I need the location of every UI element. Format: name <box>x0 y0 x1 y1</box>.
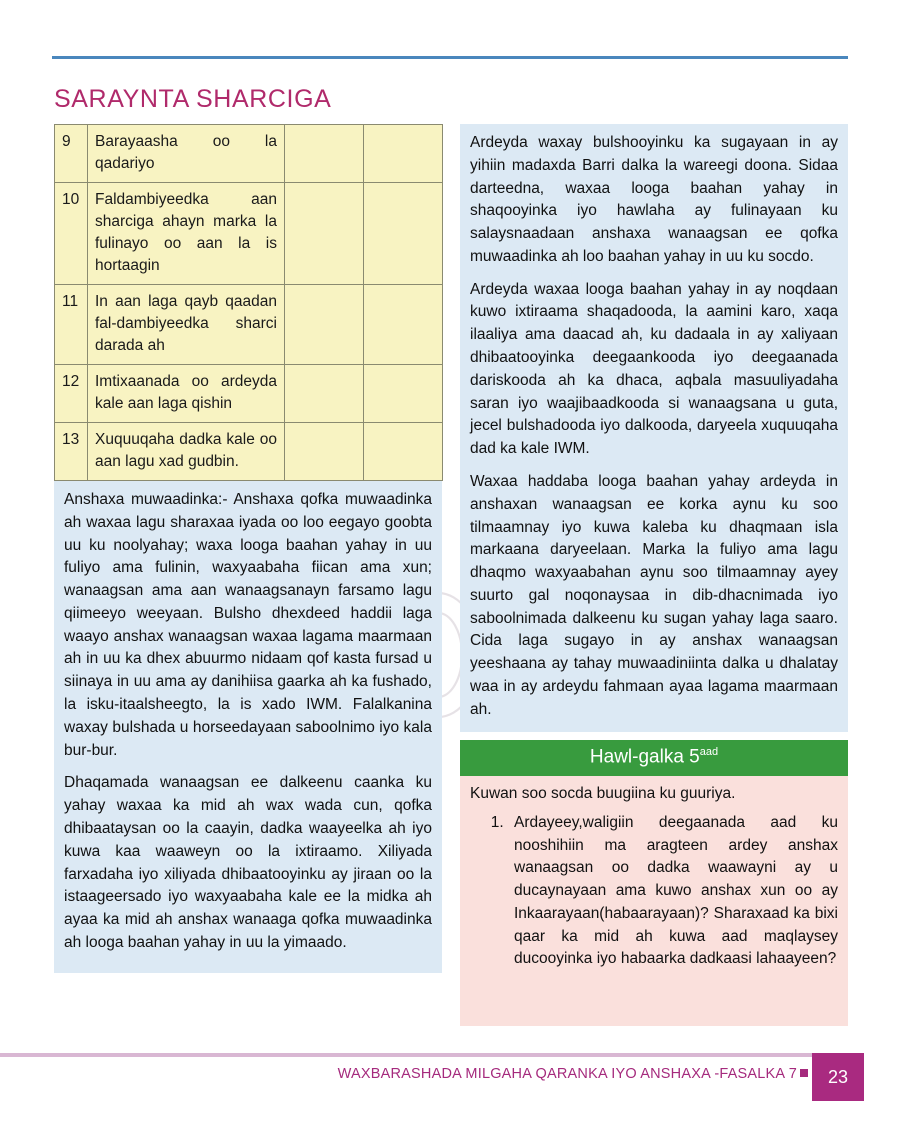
page-number-badge: 23 <box>812 1053 864 1101</box>
table-cell-blank-1[interactable] <box>285 285 364 365</box>
table-row <box>55 365 443 423</box>
table-row <box>55 125 443 183</box>
activity-instruction: Kuwan soo socda buugiina ku guuriya. <box>470 785 736 803</box>
activity-question-list <box>470 812 838 971</box>
footer-book-title-label: WAXBARASHADA MILGAHA QARANKA IYO ANSHAXA -FASALKA 7 <box>337 1066 797 1082</box>
list-item: 1. Ardayeey,waligiin deegaanada aad ku nooshihiin ma aragteen ardey anshax wanaagsan oo dadka waawayni ay u ducaynayaan ama kuwo anshax xun oo ay Inkaarayaan(habaarayaan)? Sharaxaad ka bixi qaar ka mid ah kuwa aad maqlaysey ducooyinka iyo habaarka dadkaasi lahaayeen? <box>508 812 838 971</box>
paragraph: Waxaa haddaba looga baahan yahay ardeyda in anshaxan wanaagsan ee korka aynu ku soo tilmaamnay iyo kuwa kaleba ku dhaqmaan isla markaana daryeelaan. Marka la fuliyo ama lagu dhaqmo waxyaabahan aynu soo tilmaamnay ayey suurto gal noqonaysaa in dib-dhacnimada iyo saboolnimada dalkeenu ku sugan yahay laga saaro. Cida laga sugayo in ay anshax wanaagsan yeeshaana ay tahay muwaadiniinta dalka u dhalatay waa in ay ardeydu fahmaan ayaa lagama maarmaan ah. <box>470 472 838 718</box>
activity-title: Hawl-galka 5 <box>589 746 700 768</box>
paragraph: Ardeyda waxaa looga baahan yahay in ay noqdaan kuwo ixtiraama shaqadooda, la aamini karo, xaqa ilaaliya ama daacad ah, ku dadaala in ay xaliyaan dhibaatooyinka deegaankooda iyo deegaanada dariskooda ah ka dhaca, aqbala masuuliyadaha saran iyo waajibaadkooda si wanaagsana u guta, jecel bulshadooda iyo dalkooda, daryeela xuquuqaha dad ka kale IWM. <box>470 280 838 458</box>
table-cell-number: 11 <box>55 285 88 365</box>
header-rule <box>52 56 848 59</box>
table-cell-blank-2[interactable] <box>364 183 443 285</box>
table-cell-blank-1[interactable] <box>285 183 364 285</box>
footer-rule <box>0 1053 850 1057</box>
page-title: SARAYNTA SHARCIGA <box>54 84 332 113</box>
table-cell-number: 10 <box>55 183 88 285</box>
table-cell-blank-2[interactable] <box>364 423 443 481</box>
left-column-body <box>54 481 442 973</box>
table-cell-text: Barayaasha oo la qadariyo <box>88 125 285 183</box>
table-cell-number: 9 <box>55 125 88 183</box>
table-cell-blank-2[interactable] <box>364 365 443 423</box>
left-column <box>54 124 442 973</box>
table-cell-blank-1[interactable] <box>285 365 364 423</box>
paragraph: Ardeyda waxay bulshooyinku ka sugayaan in ay yihiin madaxda Barri dalka la wareegi doona. Sidaa darteedna, waxaa looga baahan yahay in shaqooyinka iyo hawlaha ay fulinayaan ku salaysnaadaan anshaxa wanaagsan ee qofka muwaadinka ah loo baahan yahay in uu ku socdo. <box>470 134 838 265</box>
right-column <box>460 124 848 1026</box>
table-cell-number: 13 <box>55 423 88 481</box>
rights-table-body <box>55 125 443 481</box>
table-row <box>55 423 443 481</box>
table-row <box>55 285 443 365</box>
table-cell-blank-2[interactable] <box>364 285 443 365</box>
table-cell-blank-2[interactable] <box>364 125 443 183</box>
right-column-body <box>460 124 848 732</box>
table-cell-number: 12 <box>55 365 88 423</box>
table-cell-text: In aan laga qayb qaadan fal-dambiyeedka sharci darada ah <box>88 285 285 365</box>
paragraph: Dhaqamada wanaagsan ee dalkeenu caanka ku yahay waxaa ka mid ah wax wada cun, qofka dhibaataysan oo la caayin, dadka waayeelka ah iyo kuwa kaa waaweyn oo la ixtiraamo. Xiliyada farxadaha iyo xiliyada dhibaatooyinku ay jiraan oo la istaageersado iyo waxyaabaha kale ee la midka ah ayaa ka mid ah anshax wanaaga qofka muwaadinka ah looga baahan yahay in uu la yimaado. <box>64 774 432 951</box>
table-cell-blank-1[interactable] <box>285 423 364 481</box>
footer-book-title <box>338 1066 808 1082</box>
square-bullet-icon <box>800 1069 808 1077</box>
activity-body <box>460 776 848 1026</box>
table-cell-text: Faldambiyeedka aan sharciga ahayn marka la fulinayo oo aan la is hortaagin <box>88 183 285 285</box>
activity-header-bar <box>460 740 848 776</box>
rights-table <box>54 124 443 481</box>
table-cell-blank-1[interactable] <box>285 125 364 183</box>
table-cell-text: Xuquuqaha dadka kale oo aan lagu xad gudbin. <box>88 423 285 481</box>
table-row <box>55 183 443 285</box>
table-cell-text: Imtixaanada oo ardeyda kale aan laga qishin <box>88 365 285 423</box>
activity-title-ordinal: aad <box>699 746 719 758</box>
paragraph: Anshaxa muwaadinka:- Anshaxa qofka muwaadinka ah waxaa lagu sharaxaa iyada oo loo eegayo goobta uu ku noolyahay; waxa looga baahan yahay in uu fuliyo ama fulinin, waxyaabaha fiican ama xun; wanaagsan ama aan wanaagsanayn farsamo lagu qiimeeyo weeyaan. Bulsho dhexdeed haddii laga waayo anshax wanaagsan waxaa lagama maarmaan ah in uu ka dhex abuurmo nidaam qof kasta fursad u siinaya in uu ama ay danihiisa gaarka ah ka fushado, la isku-itaalsheegto, la is xado IWM. Falalkanina waxay bulshada u horseedayaan saboolnimo iyo kala bur-bur. <box>64 491 432 759</box>
